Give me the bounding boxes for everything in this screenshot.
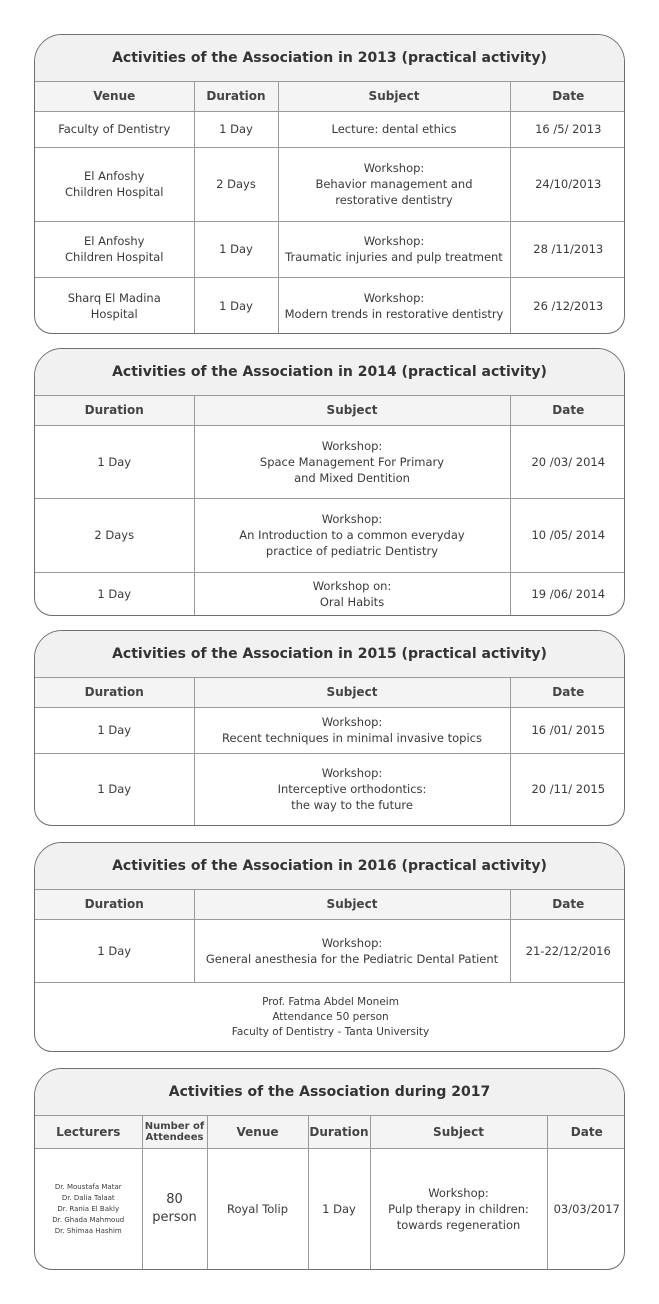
header-date: Date xyxy=(510,678,625,707)
date-cell: 28 /11/2013 xyxy=(510,221,625,277)
duration-cell: 2 Days xyxy=(35,498,194,572)
date-cell: 16 /5/ 2013 xyxy=(510,111,625,147)
date-cell: 21-22/12/2016 xyxy=(510,919,625,982)
header-date: Date xyxy=(510,396,625,425)
subject-cell: Workshop: Traumatic injuries and pulp treatment xyxy=(278,221,510,277)
table-row xyxy=(35,425,625,498)
subject-cell: Workshop: Behavior management and restorative dentistry xyxy=(278,147,510,221)
subject-cell: Workshop: Pulp therapy in children: towards regeneration xyxy=(370,1148,547,1270)
table-row xyxy=(35,753,625,825)
header-date: Date xyxy=(510,82,625,111)
activities-2017-card xyxy=(34,1068,625,1270)
activities-2014-card xyxy=(34,348,625,616)
attendees-cell: 80 person xyxy=(142,1148,207,1270)
note-row xyxy=(35,982,625,1052)
organizer-note: Prof. Fatma Abdel Moneim Attendance 50 person Faculty of Dentistry - Tanta University xyxy=(35,982,625,1052)
subject-cell: Workshop on: Oral Habits xyxy=(194,572,510,616)
header-venue: Venue xyxy=(207,1116,308,1148)
subject-cell: Workshop: Modern trends in restorative dentistry xyxy=(278,277,510,334)
table-row xyxy=(35,572,625,616)
header-date: Date xyxy=(547,1116,625,1148)
venue-cell: El Anfoshy Children Hospital xyxy=(35,147,194,221)
venue-cell: Sharq El Madina Hospital xyxy=(35,277,194,334)
lecturers-cell: Dr. Moustafa Matar Dr. Dalia Talaat Dr. Rania El Bakly Dr. Ghada Mahmoud Dr. Shimaa Hashim xyxy=(35,1148,142,1270)
card-title-2014: Activities of the Association in 2014 (practical activity) xyxy=(35,349,624,396)
card-title-2013: Activities of the Association in 2013 (practical activity) xyxy=(35,35,624,82)
card-title-2017: Activities of the Association during 2017 xyxy=(35,1069,624,1116)
activities-2013-card xyxy=(34,34,625,334)
venue-cell: El Anfoshy Children Hospital xyxy=(35,221,194,277)
header-venue: Venue xyxy=(35,82,194,111)
card-title-2016: Activities of the Association in 2016 (practical activity) xyxy=(35,843,624,890)
header-duration: Duration xyxy=(35,890,194,919)
card-title-2015: Activities of the Association in 2015 (practical activity) xyxy=(35,631,624,678)
header-attendees: Number of Attendees xyxy=(142,1116,207,1148)
header-duration: Duration xyxy=(35,396,194,425)
duration-cell: 1 Day xyxy=(35,425,194,498)
header-subject: Subject xyxy=(370,1116,547,1148)
activities-2013-table xyxy=(35,82,625,334)
header-subject: Subject xyxy=(194,890,510,919)
date-cell: 10 /05/ 2014 xyxy=(510,498,625,572)
duration-cell: 1 Day xyxy=(308,1148,370,1270)
duration-cell: 1 Day xyxy=(35,919,194,982)
header-date: Date xyxy=(510,890,625,919)
date-cell: 24/10/2013 xyxy=(510,147,625,221)
duration-cell: 1 Day xyxy=(194,221,278,277)
header-subject: Subject xyxy=(194,678,510,707)
activities-2015-table xyxy=(35,678,625,825)
header-duration: Duration xyxy=(308,1116,370,1148)
table-row xyxy=(35,498,625,572)
date-cell: 03/03/2017 xyxy=(547,1148,625,1270)
duration-cell: 1 Day xyxy=(35,753,194,825)
venue-cell: Royal Tolip xyxy=(207,1148,308,1270)
activities-2015-card xyxy=(34,630,625,826)
duration-cell: 1 Day xyxy=(194,111,278,147)
subject-cell: Workshop: Interceptive orthodontics: the way to the future xyxy=(194,753,510,825)
header-lecturers: Lecturers xyxy=(35,1116,142,1148)
table-row xyxy=(35,221,625,277)
date-cell: 19 /06/ 2014 xyxy=(510,572,625,616)
header-subject: Subject xyxy=(278,82,510,111)
date-cell: 20 /11/ 2015 xyxy=(510,753,625,825)
header-duration: Duration xyxy=(194,82,278,111)
activities-2016-card xyxy=(34,842,625,1052)
table-row xyxy=(35,147,625,221)
table-row xyxy=(35,277,625,334)
header-duration: Duration xyxy=(35,678,194,707)
activities-2017-table xyxy=(35,1116,625,1270)
subject-cell: Workshop: An Introduction to a common everyday practice of pediatric Dentistry xyxy=(194,498,510,572)
venue-cell: Faculty of Dentistry xyxy=(35,111,194,147)
activities-2016-table xyxy=(35,890,625,1052)
table-row xyxy=(35,707,625,753)
duration-cell: 2 Days xyxy=(194,147,278,221)
table-row xyxy=(35,919,625,982)
date-cell: 20 /03/ 2014 xyxy=(510,425,625,498)
date-cell: 16 /01/ 2015 xyxy=(510,707,625,753)
subject-cell: Lecture: dental ethics xyxy=(278,111,510,147)
table-row xyxy=(35,1148,625,1270)
subject-cell: Workshop: General anesthesia for the Pediatric Dental Patient xyxy=(194,919,510,982)
table-row xyxy=(35,111,625,147)
duration-cell: 1 Day xyxy=(35,707,194,753)
subject-cell: Workshop: Space Management For Primary and Mixed Dentition xyxy=(194,425,510,498)
activities-2014-table xyxy=(35,396,625,616)
duration-cell: 1 Day xyxy=(194,277,278,334)
duration-cell: 1 Day xyxy=(35,572,194,616)
header-subject: Subject xyxy=(194,396,510,425)
subject-cell: Workshop: Recent techniques in minimal invasive topics xyxy=(194,707,510,753)
date-cell: 26 /12/2013 xyxy=(510,277,625,334)
